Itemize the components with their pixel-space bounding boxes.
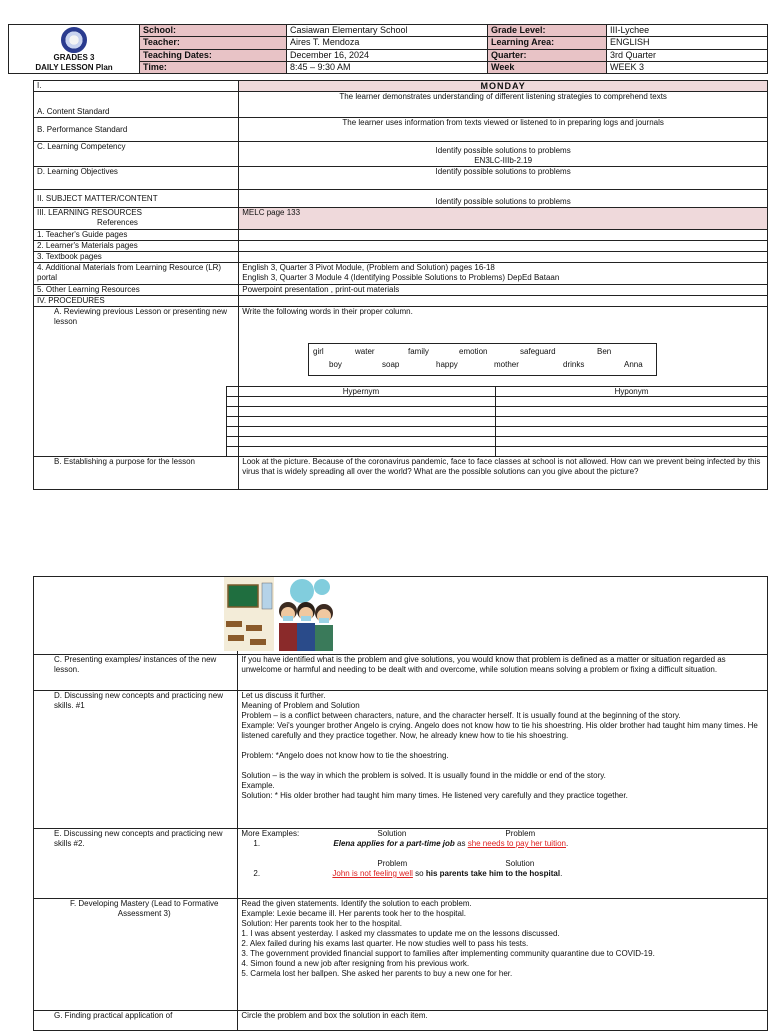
row-label: A. Reviewing previous Lesson or presenting new lesson <box>34 307 239 457</box>
field-value: ENGLISH <box>607 37 768 49</box>
hypo-cell[interactable] <box>496 447 768 457</box>
competency-code: EN3LC-IIIb-2.19 <box>474 156 533 165</box>
row-label: 1. Teacher's Guide pages <box>34 230 239 241</box>
problem-text: she needs to pay her tuition <box>467 839 566 848</box>
text-line: 1. I was absent yesterday. I asked my classmates to update me on the lessons discussed. <box>241 929 560 938</box>
word: boy <box>329 360 342 369</box>
lesson-plan-table-2 <box>33 576 768 1031</box>
connector: so <box>415 869 424 878</box>
text-line: Meaning of Problem and Solution <box>241 701 360 710</box>
row-text: Identify possible solutions to problems <box>239 167 768 190</box>
row-label: 5. Other Learning Resources <box>34 285 239 296</box>
row-text <box>239 230 768 241</box>
row-text: If you have identified what is the problem and give solutions, you would know that problem is defined as a matter or situation regarded as unwelcome or harmful and needing to be dealt with and overcome, while solution means solving a problem or fixing a difficult situation. <box>238 655 768 691</box>
row-text <box>238 829 768 899</box>
additional-line: English 3, Quarter 3 Module 4 (Identifying Possible Solutions to Problems) DepEd Bataan <box>242 273 560 282</box>
text-line: 2. Alex failed during his exams last quarter. He now studies well to pass his tests. <box>241 939 529 948</box>
row-text <box>239 252 768 263</box>
row-label: D. Learning Objectives <box>34 167 239 190</box>
hypo-cell[interactable] <box>496 417 768 427</box>
text-line: Let us discuss it further. <box>241 691 326 700</box>
row-label: B. Establishing a purpose for the lesson <box>34 457 239 490</box>
hyper-cell[interactable] <box>227 407 496 417</box>
hyper-cell[interactable] <box>227 427 496 437</box>
word-box <box>308 343 657 376</box>
word: safeguard <box>520 347 556 356</box>
word: happy <box>436 360 458 369</box>
text-line: Solution – is the way in which the problem is solved. It is usually found in the middle or end of the story. <box>241 771 606 780</box>
row-label: B. Performance Standard <box>34 118 239 142</box>
row-text: The learner demonstrates understanding of different listening strategies to comprehend texts <box>239 92 768 118</box>
hyper-cell[interactable] <box>227 437 496 447</box>
text-line: Example. <box>241 781 275 790</box>
empty-label <box>34 577 238 655</box>
problem-text: John is not feeling well <box>332 869 413 878</box>
field-label: Grade Level: <box>488 25 607 37</box>
col-heading: Problem <box>505 829 536 838</box>
field-value: Aires T. Mendoza <box>287 37 488 49</box>
hypernym-header: Hypernym <box>227 387 496 397</box>
col-heading: Solution <box>377 829 407 838</box>
grade-label: GRADES 3 <box>53 53 95 62</box>
more-examples: More Examples: <box>241 829 300 838</box>
word: Ben <box>597 347 612 356</box>
item-number: 2. <box>253 869 261 878</box>
classroom-covid-picture <box>224 577 336 651</box>
row-text: The learner uses information from texts viewed or listened to in preparing logs and journals <box>239 118 768 142</box>
hyper-cell[interactable] <box>227 447 496 457</box>
hypernym-table <box>226 386 768 457</box>
text-line: Problem: *Angelo does not know how to tie the shoestring. <box>241 751 449 760</box>
solution-text: Elena applies for a part-time job <box>333 839 455 848</box>
dot: . <box>565 839 569 848</box>
row-label: F. Developing Mastery (Lead to Formative Assessment 3) <box>34 899 238 1011</box>
row-label: 3. Textbook pages <box>34 252 239 263</box>
field-label: School: <box>140 25 287 37</box>
field-label: Teacher: <box>140 37 287 49</box>
row-text: MELC page 133 <box>239 208 768 230</box>
text-line: Problem – is a conflict between characters, nature, and the character herself. It is usually found at the beginning of the story. <box>241 711 681 720</box>
field-label: Teaching Dates: <box>140 49 287 61</box>
col-heading: Solution <box>505 859 535 868</box>
text-line: Solution: * His older brother had taught him many times. He listened very carefully and they practice together. <box>241 791 628 800</box>
field-label: Learning Area: <box>488 37 607 49</box>
row-text <box>239 263 768 285</box>
field-value: WEEK 3 <box>607 61 768 73</box>
deped-seal-icon <box>61 27 87 53</box>
row-label: IV. PROCEDURES <box>34 296 239 307</box>
row-label: G. Finding practical application of <box>34 1011 238 1031</box>
connector: as <box>457 839 466 848</box>
dot: . <box>560 869 563 878</box>
section-i: I. <box>34 81 239 92</box>
row-text: Write the following words in their proper column. <box>239 307 768 457</box>
row-label: C. Presenting examples/ instances of the new lesson. <box>34 655 238 691</box>
hypo-cell[interactable] <box>496 427 768 437</box>
row-text <box>239 296 768 307</box>
day-header: MONDAY <box>239 81 768 92</box>
row-text: Powerpoint presentation , print-out materials <box>239 285 768 296</box>
hypo-cell[interactable] <box>496 397 768 407</box>
field-value: 3rd Quarter <box>607 49 768 61</box>
additional-line: English 3, Quarter 3 Pivot Module, (Problem and Solution) pages 16-18 <box>242 263 495 272</box>
resources-label: III. LEARNING RESOURCES <box>37 208 142 217</box>
row-label: D. Discussing new concepts and practicing new skills. #1 <box>34 691 238 829</box>
col-heading: Problem <box>377 859 408 868</box>
competency-text: Identify possible solutions to problems <box>435 146 571 155</box>
word: water <box>355 347 375 356</box>
row-text <box>238 691 768 829</box>
header-table <box>8 24 768 74</box>
text-line: 3. The government provided financial support to families after implementing community quarantine due to COVID-19. <box>241 949 655 958</box>
text-line: Example: Vei's younger brother Angelo is crying. Angelo does not know how to tie his shoestring. His older brother had taught him many times. He listened carefully and they practice together. Now, he already knew how to tie his shoestring. <box>241 721 758 740</box>
hyponym-header: Hyponym <box>496 387 768 397</box>
solution-text: his parents take him to the hospital <box>425 869 561 878</box>
hyper-cell[interactable] <box>227 397 496 407</box>
field-value: 8:45 – 9:30 AM <box>287 61 488 73</box>
row-text <box>238 899 768 1011</box>
field-value: III-Lychee <box>607 25 768 37</box>
row-label: 2. Learner's Materials pages <box>34 241 239 252</box>
text-line: Solution: Her parents took her to the hospital. <box>241 919 402 928</box>
hyper-cell[interactable] <box>227 417 496 427</box>
row-text: Circle the problem and box the solution in each item. <box>238 1011 768 1031</box>
row-text: Look at the picture. Because of the coronavirus pandemic, face to face classes at school is not allowed. How can we prevent being infected by this virus that is widely spreading all over the world? What are the possible solutions can you give about the picture? <box>239 457 768 490</box>
field-label: Quarter: <box>488 49 607 61</box>
field-value: December 16, 2024 <box>287 49 488 61</box>
text-line: 5. Carmela lost her ballpen. She asked her parents to buy a new one for her. <box>241 969 513 978</box>
hypo-cell[interactable] <box>496 437 768 447</box>
row-label: C. Learning Competency <box>34 142 239 167</box>
word: mother <box>494 360 519 369</box>
text-line: 4. Simon found a new job after resigning from his previous work. <box>241 959 470 968</box>
field-value: Casiawan Elementary School <box>287 25 488 37</box>
item-number: 1. <box>253 839 261 848</box>
field-label: Week <box>488 61 607 73</box>
word: girl <box>313 347 324 356</box>
row-label <box>34 208 239 230</box>
hypo-cell[interactable] <box>496 407 768 417</box>
field-label: Time: <box>140 61 287 73</box>
word: emotion <box>459 347 488 356</box>
row-label: II. SUBJECT MATTER/CONTENT <box>34 190 239 208</box>
word: Anna <box>624 360 643 369</box>
plan-label: DAILY LESSON Plan <box>35 63 113 72</box>
row-text: Identify possible solutions to problems <box>239 190 768 208</box>
row-text <box>239 142 768 167</box>
row-label: A. Content Standard <box>34 92 239 118</box>
word: family <box>408 347 429 356</box>
row-text <box>239 241 768 252</box>
text-line: Read the given statements. Identify the solution to each problem. <box>241 899 472 908</box>
row-label: E. Discussing new concepts and practicing new skills #2. <box>34 829 238 899</box>
row-label: 4. Additional Materials from Learning Resource (LR) portal <box>34 263 239 285</box>
logo-cell <box>9 25 140 74</box>
word: drinks <box>563 360 585 369</box>
word: soap <box>382 360 400 369</box>
references-label: References <box>97 218 138 227</box>
text-line: Example: Lexie became ill. Her parents took her to the hospital. <box>241 909 466 918</box>
